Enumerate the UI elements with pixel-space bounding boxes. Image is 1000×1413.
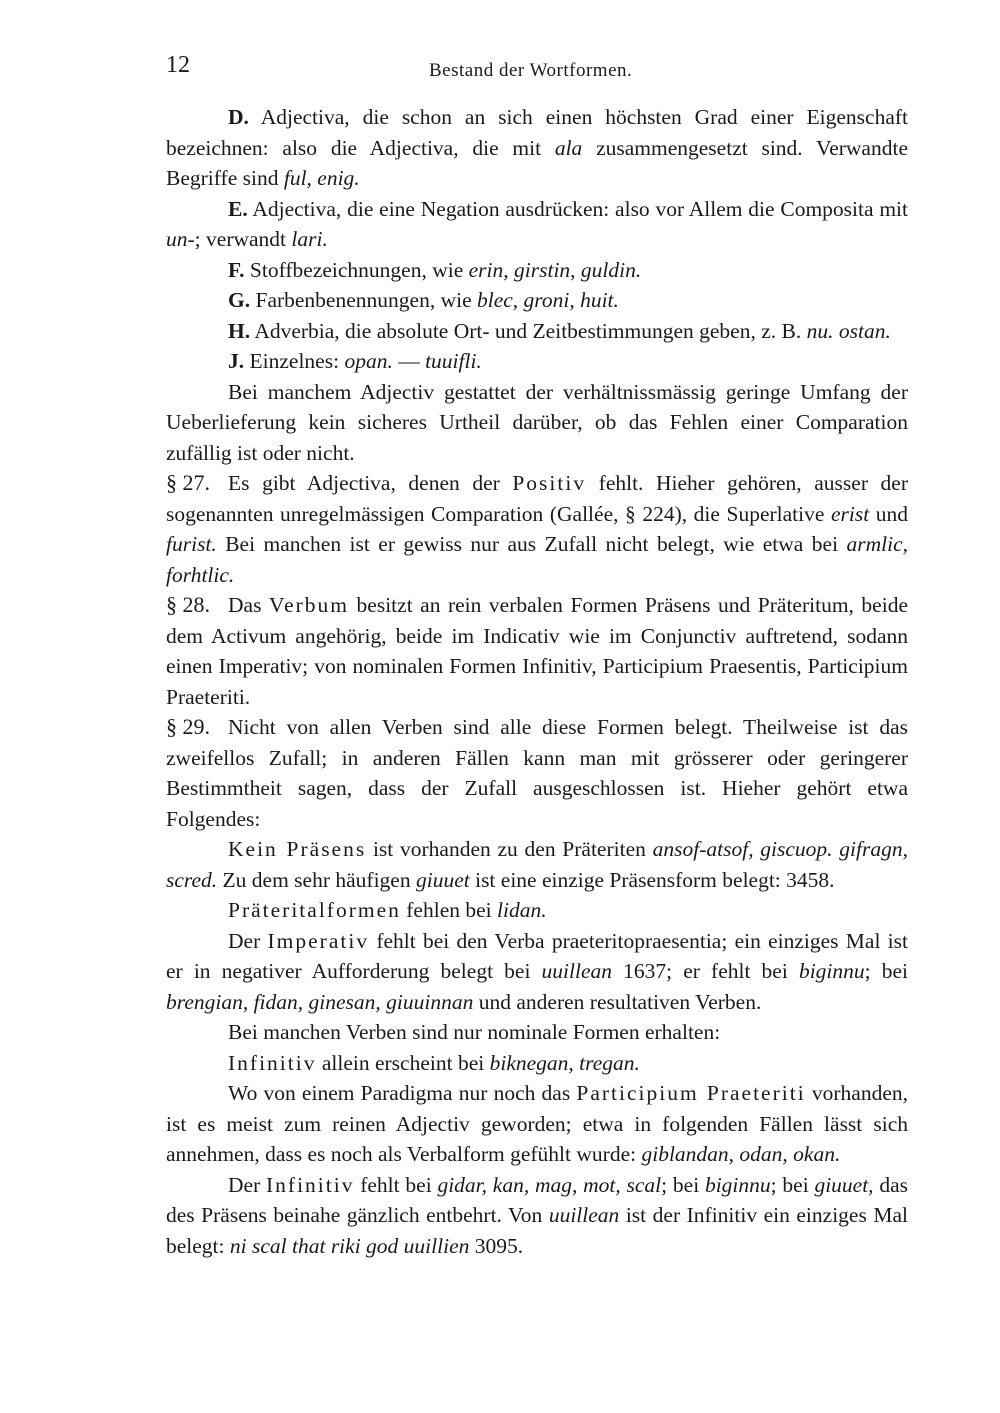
section-27: § 27. Es gibt Adjectiva, denen der Positiv fehlt. Hieher gehören, ausser der sogenannten unregelmässigen Comparation (Gallée, § 224), die Superlative erist und furist. Bei manchen ist er gewiss nur aus Zufall nicht belegt, wie etwa bei armlic, forhtlic.	[166, 468, 908, 590]
paragraph-umfang: Bei manchem Adjectiv gestattet der verhältnissmässig geringe Umfang der Ueberlieferung kein sicheres Urtheil darüber, ob das Fehlen einer Comparation zufällig ist oder nicht.	[166, 379, 908, 465]
item-f: F. Stoffbezeichnungen, wie erin, girstin, guldin.	[228, 257, 642, 282]
item-h: H. Adverbia, die absolute Ort- und Zeitbestimmungen geben, z. B. nu. ostan.	[228, 318, 891, 343]
item-e: E. Adjectiva, die eine Negation ausdrücken: also vor Allem die Composita mit un-; verwandt lari.	[166, 196, 908, 251]
item-g: G. Farbenbenennungen, wie blec, groni, huit.	[228, 288, 619, 312]
section-number-28: § 28.	[166, 592, 210, 617]
item-d: D. Adjectiva, die schon an sich einen höchsten Grad einer Eigenschaft bezeichnen: also die Adjectiva, die mit ala zusammengesetzt sind. Verwandte Begriffe sind ful, enig.	[166, 105, 908, 190]
body-text	[166, 102, 908, 1261]
paragraph-praeterital: Präteritalformen fehlen bei lidan.	[228, 898, 547, 922]
paragraph-participium: Wo von einem Paradigma nur noch das Participium Praeteriti vorhanden, ist es meist zum reinen Adjectiv geworden; etwa in folgenden Fällen lässt sich annehmen, dass es noch als Verbalform gefühlt wurde: giblandan, odan, okan.	[166, 1081, 908, 1166]
section-number-29: § 29.	[166, 714, 210, 739]
section-number-27: § 27.	[166, 470, 210, 495]
running-title: Bestand der Wortformen.	[429, 60, 633, 81]
paragraph-infinitiv-allein: Infinitiv allein erscheint bei biknegan, tregan.	[228, 1050, 640, 1075]
page-number: 12	[166, 52, 190, 78]
paragraph-praesens: Kein Präsens ist vorhanden zu den Präteriten ansof-atsof, giscuop. gifragn, scred. Zu dem sehr häufigen giuuet ist eine einzige Präsensform belegt: 3458.	[166, 837, 908, 892]
paragraph-infinitiv-fehlt: Der Infinitiv fehlt bei gidar, kan, mag, mot, scal; bei biginnu; bei giuuet, das des Präsens beinahe gänzlich entbehrt. Von uuillean ist der Infinitiv ein einziges Mal belegt: ni scal that riki god uuillien 3095.	[166, 1172, 908, 1258]
paragraph-nominal: Bei manchen Verben sind nur nominale Formen erhalten:	[228, 1020, 721, 1044]
item-j: J. Einzelnes: opan. — tuuifli.	[228, 349, 482, 373]
section-29: § 29. Nicht von allen Verben sind alle diese Formen belegt. Theilweise ist das zweifellos Zufall; in anderen Fällen kann man mit grösserer oder geringerer Bestimmtheit sagen, dass der Zufall ausgeschlossen ist. Hieher gehört etwa Folgendes:	[166, 712, 908, 834]
paragraph-imperativ: Der Imperativ fehlt bei den Verba praeteritopraesentia; ein einziges Mal ist er in negativer Aufforderung belegt bei uuillean 1637; er fehlt bei biginnu; bei brengian, fidan, ginesan, giuuinnan und anderen resultativen Verben.	[166, 928, 908, 1014]
section-28: § 28. Das Verbum besitzt an rein verbalen Formen Präsens und Präteritum, beide dem Activum angehörig, beide im Indicativ wie im Conjunctiv auftretend, sodann einen Imperativ; von nominalen Formen Infinitiv, Participium Praesentis, Participium Praeteriti.	[166, 590, 908, 712]
